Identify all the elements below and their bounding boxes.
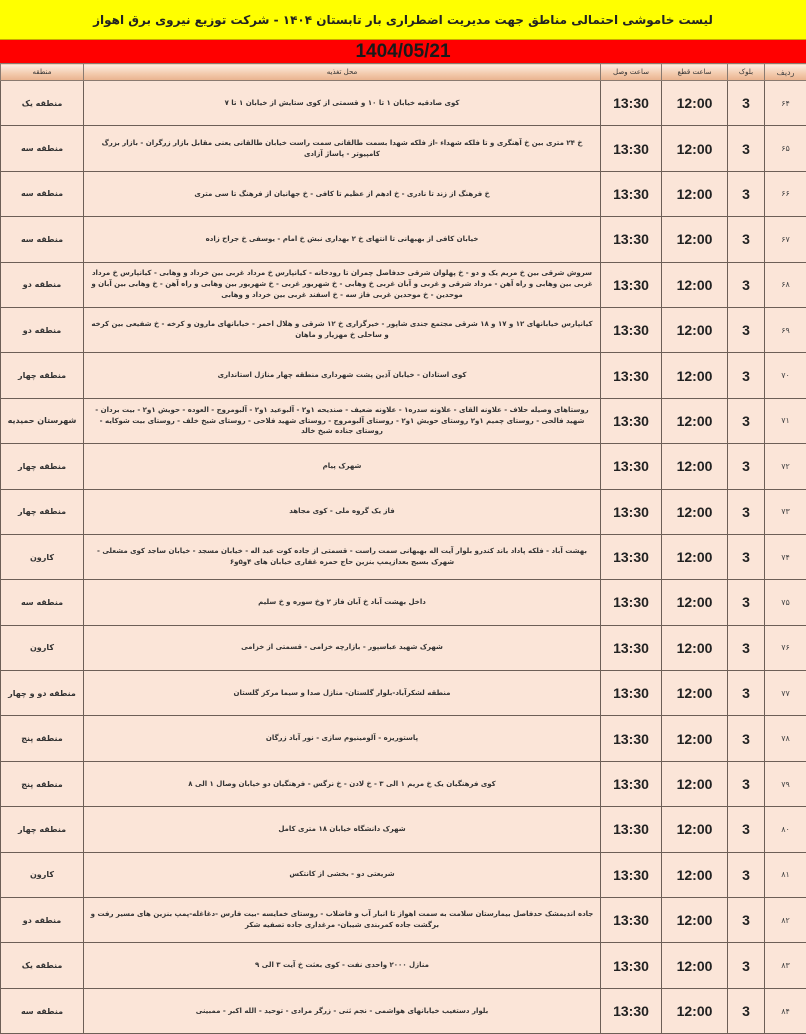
column-header-cut-time: ساعت قطع [662, 64, 728, 81]
location-cell: منطقه لشکرآباد-بلوار گلستان- منازل صدا و سیما مرکز گلستان [84, 671, 601, 716]
table-row [1, 716, 806, 761]
reconnect-time-cell: 13:30 [601, 807, 662, 852]
cut-time-cell: 12:00 [662, 852, 728, 897]
table-row [1, 398, 806, 443]
location-cell: شهرک دانشگاه خیابان ۱۸ متری کامل [84, 807, 601, 852]
row-number-cell: ۸۱ [765, 852, 806, 897]
location-cell: روستاهای وصیله حلاف - علاونه القای - علاونه سدره۱ - علاونه ضعیف - صندیحه ۱و۲ - آلبوعید ۱و۲ - آلبومروج - العوده - حویش ۱و۲ - بیت بردان - شهید فالحی - روستای چمیم ۱و۲ روستای حویش ۱و۲ - روستای آلبومروج - روستای شهید فلاحی - روستای شیخ خلف - روستای بیت شوکایه - روستای جناده شیخ خالد [84, 398, 601, 443]
row-number-cell: ۶۵ [765, 126, 806, 171]
block-cell: 3 [728, 580, 765, 625]
column-header-row-number: ردیف [765, 64, 806, 81]
column-header-reconnect-time: ساعت وصل [601, 64, 662, 81]
reconnect-time-cell: 13:30 [601, 852, 662, 897]
location-cell: کوی فرهنگیان یک خ مریم ۱ الی ۳ - خ لادن - خ نرگس - فرهنگیان دو خیابان وصال ۱ الی ۸ [84, 761, 601, 806]
block-cell: 3 [728, 716, 765, 761]
cut-time-cell: 12:00 [662, 671, 728, 716]
cut-time-cell: 12:00 [662, 807, 728, 852]
block-cell: 3 [728, 444, 765, 489]
region-cell: کارون [1, 534, 84, 579]
row-number-cell: ۷۷ [765, 671, 806, 716]
table-row [1, 307, 806, 352]
region-cell: منطقه یک [1, 81, 84, 126]
table-row [1, 262, 806, 307]
cut-time-cell: 12:00 [662, 171, 728, 216]
cut-time-cell: 12:00 [662, 126, 728, 171]
reconnect-time-cell: 13:30 [601, 262, 662, 307]
location-cell: کوی استادان - خیابان آذین پشت شهرداری منطقه چهار منازل استانداری [84, 353, 601, 398]
region-cell: کارون [1, 852, 84, 897]
reconnect-time-cell: 13:30 [601, 943, 662, 988]
block-cell: 3 [728, 534, 765, 579]
column-header-location: محل تغذیه [84, 64, 601, 81]
date-banner: 1404/05/21 [0, 40, 806, 63]
row-number-cell: ۸۰ [765, 807, 806, 852]
block-cell: 3 [728, 852, 765, 897]
region-cell: منطقه چهار [1, 444, 84, 489]
block-cell: 3 [728, 625, 765, 670]
reconnect-time-cell: 13:30 [601, 761, 662, 806]
reconnect-time-cell: 13:30 [601, 580, 662, 625]
location-cell: کوی صادقیه خیابان ۱ تا ۱۰ و قسمتی از کوی ستایش از خیابان ۱ تا ۷ [84, 81, 601, 126]
location-cell: خیابان کافی از بهبهانی تا انتهای خ ۲ بهداری نبش خ امام - یوسفی خ جراح زاده [84, 217, 601, 262]
block-cell: 3 [728, 761, 765, 806]
table-row [1, 852, 806, 897]
location-cell: کیانپارس خیابانهای ۱۲ و ۱۷ و ۱۸ شرقی مجتمع جندی شاپور - خیرگزاری خ ۱۲ شرقی و هلال احمر - خیابانهای مارون و کرخه - خ شفیعی بین کرخه و ساحلی خ مهزیار و ماهان [84, 307, 601, 352]
cut-time-cell: 12:00 [662, 81, 728, 126]
region-cell: منطقه دو [1, 307, 84, 352]
region-cell: شهرستان حمیدیه [1, 398, 84, 443]
reconnect-time-cell: 13:30 [601, 671, 662, 716]
location-cell: شریعتی دو - بخشی از کانتکس [84, 852, 601, 897]
row-number-cell: ۸۲ [765, 898, 806, 943]
row-number-cell: ۶۷ [765, 217, 806, 262]
table-row [1, 761, 806, 806]
location-cell: فاز یک گروه ملی - کوی مجاهد [84, 489, 601, 534]
cut-time-cell: 12:00 [662, 988, 728, 1033]
location-cell: جاده اندیمشک حدفاصل بیمارستان سلامت به سمت اهواز تا انبار آب و فاضلاب - روستای خمایسه -بیت فارس -دغاغله-پمپ بنزین های مسیر رفت و برگشت جاده کمربندی شیبان- مرغداری جاده تصفیه شکر [84, 898, 601, 943]
cut-time-cell: 12:00 [662, 761, 728, 806]
reconnect-time-cell: 13:30 [601, 716, 662, 761]
table-row [1, 444, 806, 489]
region-cell: منطقه یک [1, 943, 84, 988]
row-number-cell: ۶۸ [765, 262, 806, 307]
block-cell: 3 [728, 988, 765, 1033]
reconnect-time-cell: 13:30 [601, 171, 662, 216]
row-number-cell: ۷۹ [765, 761, 806, 806]
region-cell: منطقه دو و چهار [1, 671, 84, 716]
location-cell: خ فرهنگ از زند تا نادری - خ ادهم از عظیم تا کافی - خ جهانیان از فرهنگ تا سی متری [84, 171, 601, 216]
location-cell: سروش شرقی بین خ مریم یک و دو - خ پهلوان شرقی حدفاصل چمران تا رودخانه - کیانپارس خ مرداد غربی بین خرداد و وهابی - کیانپارس خ مرداد غربی بین وهابی و راه آهن - مرداد شرقی و غربی و آبان غربی خ وهابی - خ شهریور غربی - خ شهریور بین وهابی و راه آهن - خ وهابی بین آبان و موحدین - خ موحدین غربی فاز سه - خ اسفند غربی بین خرداد و وهابی [84, 262, 601, 307]
cut-time-cell: 12:00 [662, 217, 728, 262]
row-number-cell: ۶۴ [765, 81, 806, 126]
region-cell: منطقه سه [1, 217, 84, 262]
region-cell: منطقه سه [1, 580, 84, 625]
table-row [1, 126, 806, 171]
table-row [1, 671, 806, 716]
location-cell: بهشت آباد - فلکه پاداد باند کندرو بلوار آیت اله بهبهانی سمت راست - قسمتی از جاده کوت عبد اله - خیابان مسجد - خیابان ساجد کوی مشعلی - شهرک بسیج بعدازپمپ بنزین حاج حمزه غفاری خیابان های ۴و۵و۶ [84, 534, 601, 579]
row-number-cell: ۸۴ [765, 988, 806, 1033]
document-title: لیست خاموشی احتمالی مناطق جهت مدیریت اضطراری بار تابستان ۱۴۰۴ - شرکت توزیع نیروی برق اهواز [0, 0, 806, 40]
table-row [1, 580, 806, 625]
region-cell: منطقه دو [1, 898, 84, 943]
reconnect-time-cell: 13:30 [601, 398, 662, 443]
reconnect-time-cell: 13:30 [601, 353, 662, 398]
location-cell: داخل بهشت آباد خ آبان فاز ۲ وخ سوره و خ سلیم [84, 580, 601, 625]
table-row [1, 943, 806, 988]
table-row [1, 534, 806, 579]
reconnect-time-cell: 13:30 [601, 217, 662, 262]
reconnect-time-cell: 13:30 [601, 534, 662, 579]
location-cell: پاستوریزه - آلومینیوم سازی - نور آباد زرگان [84, 716, 601, 761]
cut-time-cell: 12:00 [662, 580, 728, 625]
location-cell: منازل ۲۰۰۰ واحدی نفت - کوی بعثت خ آیت ۳ الی ۹ [84, 943, 601, 988]
region-cell: منطقه پنج [1, 716, 84, 761]
cut-time-cell: 12:00 [662, 625, 728, 670]
block-cell: 3 [728, 307, 765, 352]
table-row [1, 988, 806, 1033]
column-header-region: منطقه [1, 64, 84, 81]
cut-time-cell: 12:00 [662, 353, 728, 398]
cut-time-cell: 12:00 [662, 943, 728, 988]
block-cell: 3 [728, 217, 765, 262]
table-row [1, 625, 806, 670]
table-row [1, 489, 806, 534]
block-cell: 3 [728, 398, 765, 443]
region-cell: منطقه دو [1, 262, 84, 307]
cut-time-cell: 12:00 [662, 398, 728, 443]
cut-time-cell: 12:00 [662, 489, 728, 534]
location-cell: شهرک شهید عباسپور - بازارچه خزامی - قسمتی از خزامی [84, 625, 601, 670]
region-cell: منطقه چهار [1, 807, 84, 852]
block-cell: 3 [728, 81, 765, 126]
outage-schedule-table [0, 63, 806, 1034]
row-number-cell: ۷۸ [765, 716, 806, 761]
block-cell: 3 [728, 671, 765, 716]
table-row [1, 217, 806, 262]
row-number-cell: ۸۳ [765, 943, 806, 988]
row-number-cell: ۷۳ [765, 489, 806, 534]
reconnect-time-cell: 13:30 [601, 307, 662, 352]
location-cell: شهرک پیام [84, 444, 601, 489]
row-number-cell: ۷۰ [765, 353, 806, 398]
reconnect-time-cell: 13:30 [601, 81, 662, 126]
row-number-cell: ۶۶ [765, 171, 806, 216]
region-cell: منطقه چهار [1, 489, 84, 534]
block-cell: 3 [728, 489, 765, 534]
block-cell: 3 [728, 171, 765, 216]
row-number-cell: ۶۹ [765, 307, 806, 352]
row-number-cell: ۷۶ [765, 625, 806, 670]
row-number-cell: ۷۴ [765, 534, 806, 579]
row-number-cell: ۷۲ [765, 444, 806, 489]
location-cell: بلوار دستغیب خیابانهای هواشمی - نجم ثنی - زرگر مرادی - توحید - الله اکبر - ممبینی [84, 988, 601, 1033]
block-cell: 3 [728, 353, 765, 398]
block-cell: 3 [728, 943, 765, 988]
reconnect-time-cell: 13:30 [601, 126, 662, 171]
table-row [1, 807, 806, 852]
location-cell: خ ۲۴ متری بین خ آهنگری و تا فلکه شهداء -از فلکه شهدا بسمت طالقانی سمت راست خیابان طالقانی یعنی مقابل بازار زرگران - بازار بزرگ کامپیوتر - پاساژ آزادی [84, 126, 601, 171]
cut-time-cell: 12:00 [662, 444, 728, 489]
cut-time-cell: 12:00 [662, 262, 728, 307]
block-cell: 3 [728, 262, 765, 307]
table-row [1, 171, 806, 216]
table-header-row [1, 64, 806, 81]
reconnect-time-cell: 13:30 [601, 898, 662, 943]
reconnect-time-cell: 13:30 [601, 489, 662, 534]
cut-time-cell: 12:00 [662, 716, 728, 761]
reconnect-time-cell: 13:30 [601, 444, 662, 489]
block-cell: 3 [728, 807, 765, 852]
block-cell: 3 [728, 126, 765, 171]
reconnect-time-cell: 13:30 [601, 988, 662, 1033]
region-cell: منطقه سه [1, 126, 84, 171]
region-cell: منطقه سه [1, 171, 84, 216]
cut-time-cell: 12:00 [662, 898, 728, 943]
reconnect-time-cell: 13:30 [601, 625, 662, 670]
region-cell: منطقه پنج [1, 761, 84, 806]
region-cell: کارون [1, 625, 84, 670]
column-header-block: بلوک [728, 64, 765, 81]
row-number-cell: ۷۱ [765, 398, 806, 443]
cut-time-cell: 12:00 [662, 307, 728, 352]
region-cell: منطقه چهار [1, 353, 84, 398]
cut-time-cell: 12:00 [662, 534, 728, 579]
row-number-cell: ۷۵ [765, 580, 806, 625]
table-row [1, 81, 806, 126]
region-cell: منطقه سه [1, 988, 84, 1033]
table-row [1, 898, 806, 943]
block-cell: 3 [728, 898, 765, 943]
table-row [1, 353, 806, 398]
